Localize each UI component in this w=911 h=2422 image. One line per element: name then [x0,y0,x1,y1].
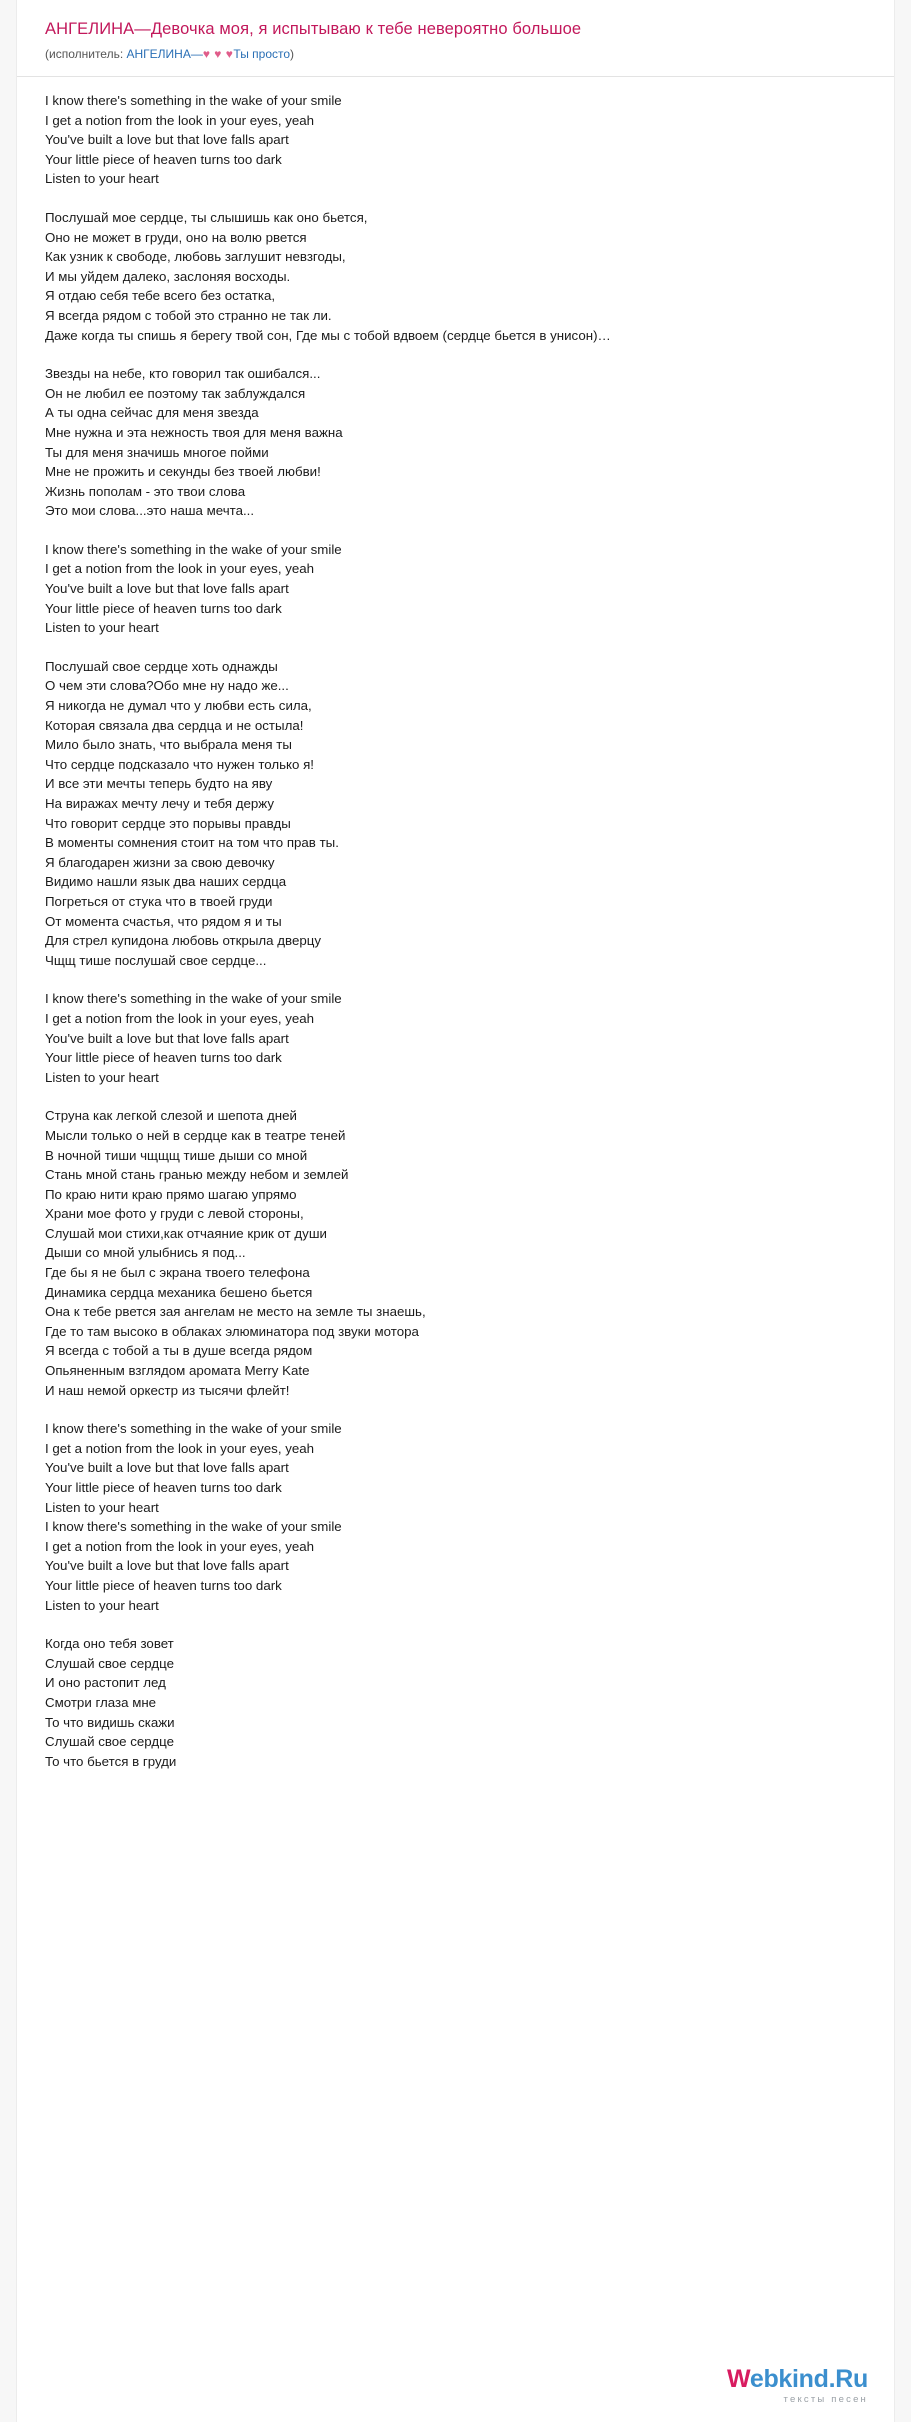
lyrics-line: Мне нужна и эта нежность твоя для меня важна [45,424,343,440]
lyrics-line: Послушай мое сердце, ты слышишь как оно бьется, [45,209,368,225]
lyrics-line: Жизнь пополам - это твои слова [45,483,246,499]
lyrics-line: То что бьется в груди [45,1753,177,1769]
lyrics-stanza [45,540,876,638]
lyrics-line: I know there's something in the wake of your smile [45,1421,342,1437]
lyrics-line: I know there's something in the wake of your smile [45,1519,342,1535]
lyrics-line: Динамика сердца механика бешено бьется [45,1284,313,1300]
lyrics-line: Your little piece of heaven turns too dark [45,151,282,167]
lyrics-line: Listen to your heart [45,1069,159,1085]
lyrics-stanza [45,91,876,189]
lyrics-line: И все эти мечты теперь будто на яву [45,776,273,792]
title-block [17,18,894,62]
brand-logo-w: W [726,2364,750,2393]
lyrics-line: Струна как легкой слезой и шепота дней [45,1108,297,1124]
lyrics-line: Смотри глаза мне [45,1694,157,1710]
lyrics-line: Где то там высоко в облаках элюминатора под звуки мотора [45,1323,419,1339]
lyrics-stanza [45,1634,876,1771]
lyrics-line: Мило было знать, что выбрала меня ты [45,737,292,753]
lyrics-line: Your little piece of heaven turns too dark [45,1480,282,1495]
lyrics-line: В ночной тиши чщщщ тише дыши со мной [45,1147,308,1163]
page-right-margin [894,0,911,2422]
lyrics-stanza [45,1419,876,1615]
lyrics-line: Она к тебе рвется зая ангелам не место на земле ты знаешь, [45,1304,426,1320]
lyrics-line: Listen to your heart [45,171,159,187]
lyrics-line: О чем эти слова?Обо мне ну надо же... [45,678,289,694]
brand-logo-main: ebkind [749,2364,829,2393]
lyrics-line: Видимо нашли язык два наших сердца [45,874,287,890]
lyrics-line: Погреться от стука что в твоей груди [45,893,273,909]
lyrics-line: Стань мной стань гранью между небом и землей [45,1167,349,1183]
lyrics-line: Слушай свое сердце [45,1655,174,1671]
artist-close-paren: ) [290,47,295,61]
lyrics-line: В моменты сомнения стоит на том что прав ты. [45,835,339,851]
lyrics-line: Я всегда рядом с тобой это странно не так ли. [45,307,332,323]
lyrics-line: I get a notion from the look in your eyes, yeah [45,112,315,128]
lyrics-line: I get a notion from the look in your eyes, yeah [45,1538,315,1554]
lyrics-line: Когда оно тебя зовет [45,1636,174,1652]
lyrics-line: Это мои слова...это наша мечта... [45,503,255,519]
heart-icon: ♥ ♥ ♥ [202,47,234,61]
lyrics-line: Я никогда не думал что у любви есть сила, [45,698,312,714]
lyrics-line: Опьяненным взглядом аромата Merry Kate [45,1363,310,1379]
lyrics-line: Для стрел купидона любовь открыла дверцу [45,933,321,949]
lyrics-line: I get a notion from the look in your eyes, yeah [45,1440,315,1456]
lyrics-line: Что говорит сердце это порывы правды [45,815,291,831]
lyrics-line: И мы уйдем далеко, заслоняя восходы. [45,268,291,284]
lyrics-line: По краю нити краю прямо шагаю упрямо [45,1186,297,1202]
lyrics-line: Your little piece of heaven turns too dark [45,1577,282,1593]
lyrics-line: Listen to your heart [45,1499,159,1515]
lyrics-line: Оно не может в груди, оно на волю рвется [45,229,307,245]
lyrics-line: Your little piece of heaven turns too dark [45,1050,282,1066]
lyrics-line: I know there's something in the wake of your smile [45,991,342,1007]
lyrics-stanza [45,657,876,971]
lyrics-stanza [45,1106,876,1400]
lyrics-line: Я отдаю себя тебе всего без остатка, [45,288,276,304]
lyrics-line: Listen to your heart [45,620,159,636]
lyrics-line: I get a notion from the look in your eyes, yeah [45,561,315,577]
lyrics-line: You've built a love but that love falls apart [45,581,289,597]
lyrics-line: Где бы я не был с экрана твоего телефона [45,1265,310,1281]
lyrics-stanza [45,989,876,1087]
lyrics-line: Чщщ тише послушай свое сердце... [45,952,267,968]
lyrics-stanza [45,364,876,521]
brand-tagline: тексты песен [783,2393,868,2405]
page-left-margin [0,0,17,2422]
lyrics-line: От момента счастья, что рядом я и ты [45,913,282,929]
document-sheet [17,0,894,2422]
lyrics-line: Мысли только о ней в сердце как в театре теней [45,1127,346,1143]
lyrics-line: Ты для меня значишь многое пойми [45,444,269,460]
lyrics-line: То что видишь скажи [45,1714,175,1730]
brand-logo[interactable] [726,2364,868,2393]
lyrics-body [17,91,894,1830]
lyrics-line: Храни мое фото у груди с левой стороны, [45,1206,304,1222]
artist-prefix: (исполнитель: [45,47,127,61]
lyrics-line: И оно растопит лед [45,1675,166,1691]
lyrics-line: Я благодарен жизни за свою девочку [45,854,275,870]
artist-secondary-link[interactable]: Ты просто [233,47,291,61]
lyrics-line: А ты одна сейчас для меня звезда [45,405,259,421]
title-divider [17,76,894,77]
lyrics-line: You've built a love but that love falls apart [45,1558,289,1574]
lyrics-line: I know there's something in the wake of your smile [45,541,342,557]
lyrics-line: Я всегда с тобой а ты в душе всегда рядом [45,1343,313,1359]
lyrics-line: You've built a love but that love falls apart [45,132,289,148]
artist-link[interactable]: АНГЕЛИНА— [126,47,203,61]
lyrics-line: Мне не прожить и секунды без твоей любви! [45,464,321,480]
artist-line [45,46,876,62]
lyrics-line: Дыши со мной улыбнись я под... [45,1245,246,1261]
lyrics-line: Что сердце подсказало что нужен только я! [45,756,315,772]
lyrics-line: На виражах мечту лечу и тебя держу [45,796,274,811]
lyrics-line: Даже когда ты спишь я берегу твой сон, Где мы с тобой вдвоем (сердце бьется в унисон)… [45,327,611,343]
lyrics-line: I get a notion from the look in your eyes, yeah [45,1010,315,1026]
lyrics-line: You've built a love but that love falls apart [45,1030,289,1046]
page-title: АНГЕЛИНА—Девочка моя, я испытываю к тебе невероятно большое [45,20,582,38]
lyrics-line: И наш немой оркестр из тысячи флейт! [45,1382,290,1398]
site-branding [726,2364,868,2405]
lyrics-stanza [45,208,876,345]
lyrics-line: Послушай свое сердце хоть однажды [45,658,278,674]
brand-logo-tld: .Ru [828,2364,868,2393]
lyrics-line: Которая связала два сердца и не остыла! [45,717,304,733]
lyrics-line: You've built a love but that love falls apart [45,1460,289,1476]
lyrics-line: I know there's something in the wake of your smile [45,93,342,108]
lyrics-line: Звезды на небе, кто говорил так ошибался... [45,366,321,382]
lyrics-line: Слушай мои стихи,как отчаяние крик от души [45,1225,327,1241]
lyrics-line: Он не любил ее поэтому так заблуждался [45,385,306,401]
lyrics-line: Как узник к свободе, любовь заглушит невзгоды, [45,249,346,265]
lyrics-line: Слушай свое сердце [45,1734,174,1750]
lyrics-line: Listen to your heart [45,1597,159,1613]
lyrics-line: Your little piece of heaven turns too dark [45,600,282,616]
